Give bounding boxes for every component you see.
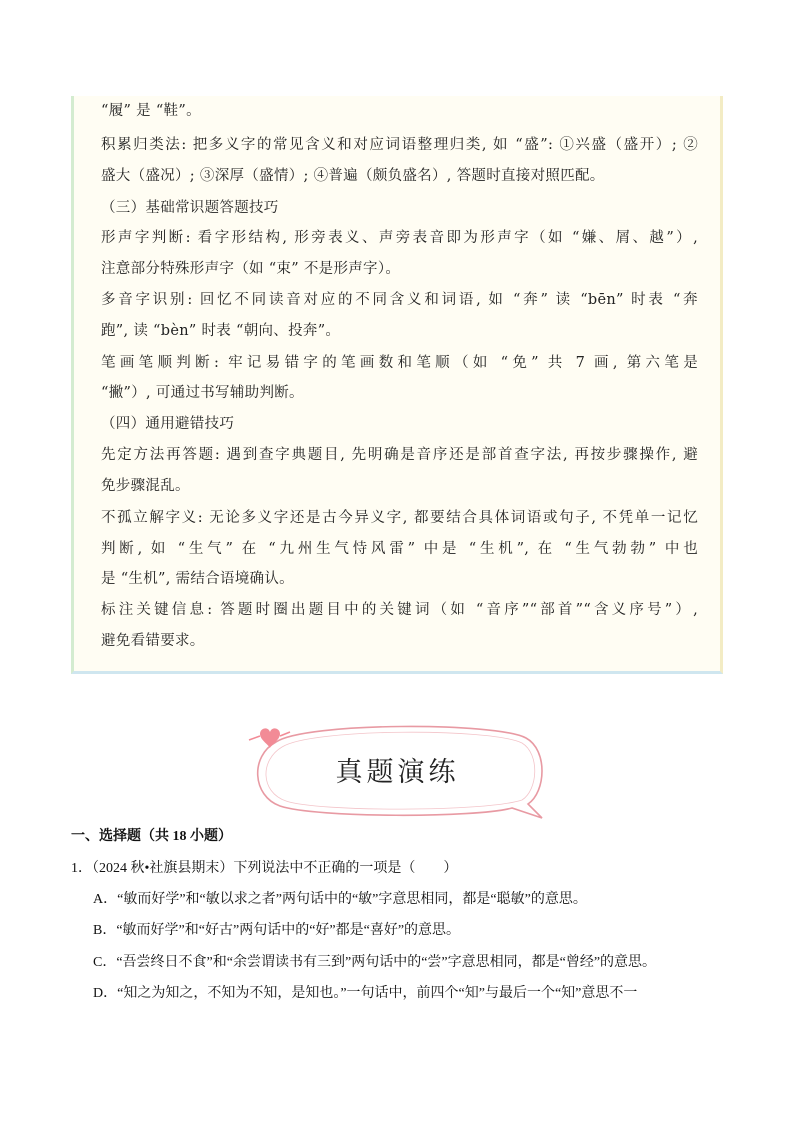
tips-line-3: 盛大（盛况）; ③深厚（盛情）; ④普遍（颇负盛名）, 答题时直接对照匹配。 xyxy=(101,168,605,184)
question-section-heading: 一、选择题（共 18 小题） xyxy=(71,829,232,844)
tips-line-14: 不孤立解字义: 无论多义字还是古今异义字, 都要结合具体词语或句子, 不凭单一记忆 xyxy=(101,510,698,526)
question-1-option-c: C．“吾尝终日不食”和“余尝谓读书有三到”两句话中的“尝”字意思相同，都是“曾经”的意思。 xyxy=(93,955,657,970)
question-1-option-b: B．“敏而好学”和“好古”两句话中的“好”都是“喜好”的意思。 xyxy=(93,923,461,938)
tips-line-12: 先定方法再答题: 遇到查字典题目, 先明确是音序还是部首查字法, 再按步骤操作, 避 xyxy=(101,447,698,463)
tips-line-18: 避免看错要求。 xyxy=(101,633,205,649)
tips-line-5: 形声字判断: 看字形结构, 形旁表义、声旁表音即为形声字（如 “嫌、屑、越”）, xyxy=(101,230,698,246)
tips-line-1: “履” 是 “鞋”。 xyxy=(101,103,201,119)
tips-line-8: 跑”, 读 “bèn” 时表 “朝向、投奔”。 xyxy=(101,323,341,339)
tips-line-17: 标注关键信息: 答题时圈出题目中的关键词（如 “音序”“部首”“含义序号”）, xyxy=(101,602,698,618)
question-1-option-a: A．“敏而好学”和“敏以求之者”两句话中的“敏”字意思相同，都是“聪敏”的意思。 xyxy=(93,892,587,907)
tips-line-2: 积累归类法: 把多义字的常见含义和对应词语整理归类, 如 “盛”: ①兴盛（盛开）; ② xyxy=(101,137,698,153)
tips-line-10: “撇”）, 可通过书写辅助判断。 xyxy=(101,385,304,401)
tips-line-7: 多音字识别: 回忆不同读音对应的不同含义和词语, 如 “奔” 读 “bēn” 时表 “奔 xyxy=(101,292,698,308)
tips-line-13: 免步骤混乱。 xyxy=(101,478,190,494)
banner-title: 真题演练 xyxy=(335,757,460,788)
question-1-option-d: D．“知之为知之，不知为不知，是知也。”一句话中，前四个“知”与最后一个“知”意思不一 xyxy=(93,986,638,1001)
tips-line-16: 是 “生机”, 需结合语境确认。 xyxy=(101,571,294,587)
tips-line-9: 笔画笔顺判断: 牢记易错字的笔画数和笔顺（如 “免” 共 7 画, 第六笔是 xyxy=(101,355,698,371)
tips-line-6: 注意部分特殊形声字（如 “束” 不是形声字）。 xyxy=(101,261,401,277)
section-heading-3: （三）基础常识题答题技巧 xyxy=(101,200,279,216)
tips-line-15: 判断, 如 “生气” 在 “九州生气恃风雷” 中是 “生机”, 在 “生气勃勃” 中也 xyxy=(101,541,698,557)
section-heading-4: （四）通用避错技巧 xyxy=(101,416,235,432)
question-1-stem: 1．（2024 秋•社旗县期末）下列说法中不正确的一项是（ ） xyxy=(71,861,458,876)
